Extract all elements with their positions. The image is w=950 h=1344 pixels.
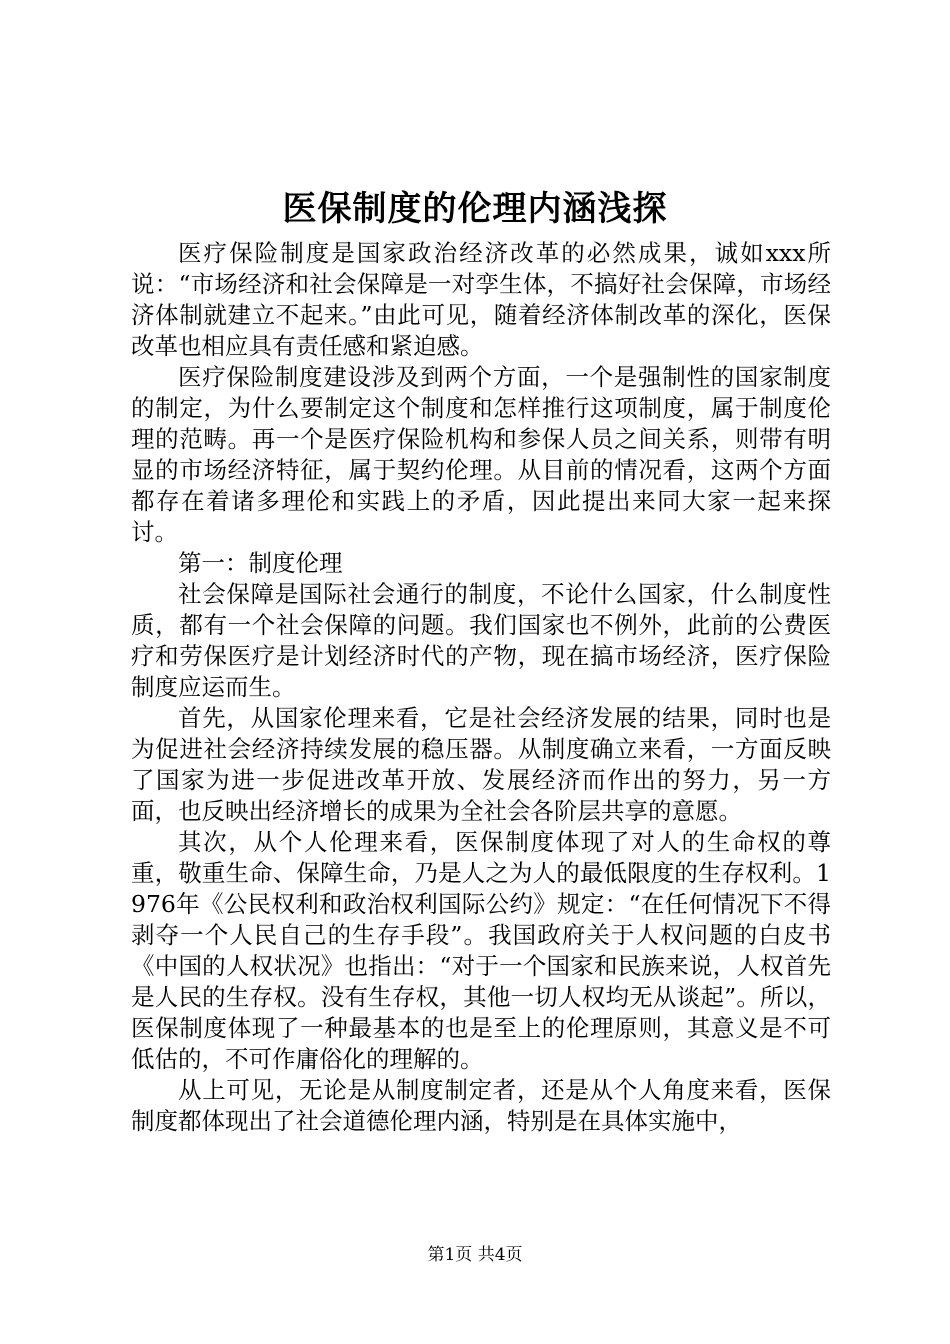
page-number-footer: 第1页 共4页	[427, 1245, 523, 1265]
paragraph-conclusion: 从上可见，无论是从制度制定者，还是从个人角度来看，医保制度都体现出了社会道德伦理内涵，特别是在具体实施中，	[131, 1076, 831, 1135]
paragraph-two-aspects: 医疗保险制度建设涉及到两个方面，一个是强制性的国家制度的制定，为什么要制定这个制度和怎样推行这项制度，属于制度伦理的范畴。再一个是医疗保险机构和参保人员之间关系，则带有明显的市场经济特征，属于契约伦理。从目前的情况看，这两个方面都存在着诸多理伦和实践上的矛盾，因此提出来同大家一起来探讨。	[131, 363, 831, 546]
paragraph-national-ethics: 首先，从国家伦理来看，它是社会经济发展的结果，同时也是为促进社会经济持续发展的稳压器。从制度确立来看，一方面反映了国家为进一步促进改革开放、发展经济而作出的努力，另一方面，也反映出经济增长的成果为全社会各阶层共享的意愿。	[131, 704, 831, 825]
paragraph-social-security: 社会保障是国际社会通行的制度，不论什么国家，什么制度性质，都有一个社会保障的问题。我们国家也不例外，此前的公费医疗和劳保医疗是计划经济时代的产物，现在搞市场经济，医疗保险制度应运而生。	[131, 580, 831, 701]
document-title: 医保制度的伦理内涵浅探	[282, 189, 668, 229]
paragraph-individual-ethics: 其次，从个人伦理来看，医保制度体现了对人的生命权的尊重，敬重生命、保障生命，乃是人之为人的最低限度的生存权利。1976年《公民权利和政治权利国际公约》规定：“在任何情况下不得剥夺一个人民自己的生存手段”。我国政府关于人权问题的白皮书《中国的人权状况》也指出：“对于一个国家和民族来说，人权首先是人民的生存权。没有生存权，其他一切人权均无从谈起”。所以，医保制度体现了一种最基本的也是至上的伦理原则，其意义是不可低估的，不可作庸俗化的理解的。	[131, 828, 831, 1073]
section-heading-institutional-ethics: 第一：制度伦理	[178, 549, 343, 577]
document-body	[131, 238, 831, 1137]
paragraph-intro: 医疗保险制度是国家政治经济改革的必然成果，诚如xxx所说：“市场经济和社会保障是一对孪生体，不搞好社会保障，市场经济体制就建立不起来。”由此可见，随着经济体制改革的深化，医保改革也相应具有责任感和紧迫感。	[131, 239, 831, 360]
